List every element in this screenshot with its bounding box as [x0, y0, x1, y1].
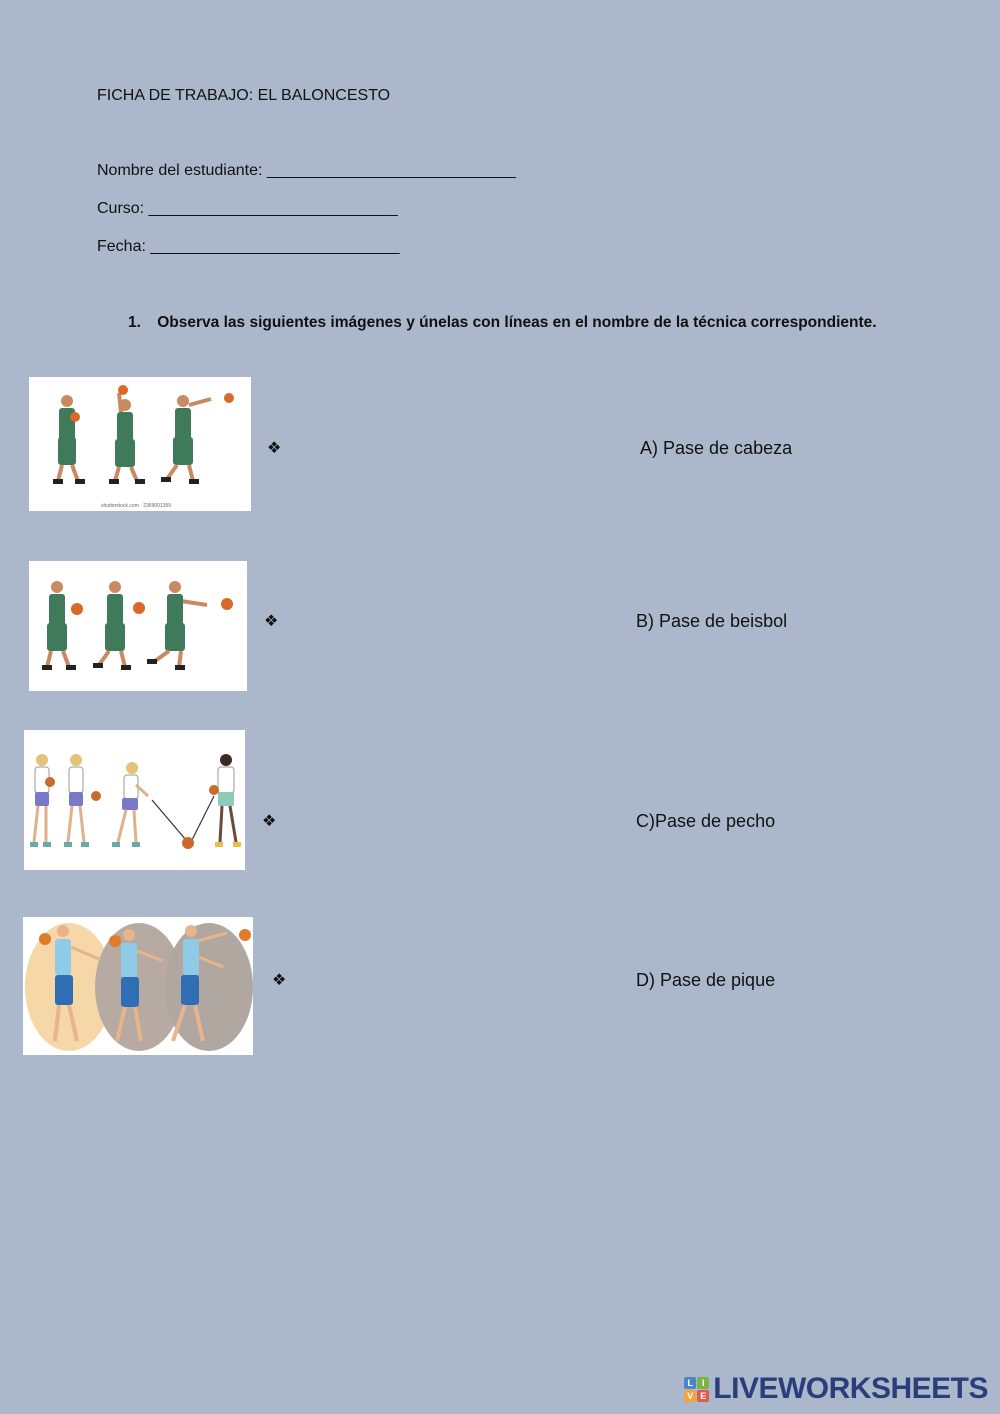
course-field[interactable]: Curso: ____________________________ [97, 200, 398, 217]
player-figure [209, 754, 241, 847]
match-point-4[interactable]: ❖ [272, 972, 287, 989]
logo-mark-icon: L I V E [684, 1377, 709, 1402]
option-a[interactable]: A) Pase de cabeza [640, 438, 793, 458]
option-b[interactable]: B) Pase de beisbol [636, 611, 788, 631]
logo-text: LIVEWORKSHEETS [713, 1372, 988, 1405]
question-text: Observa las siguientes imágenes y únelas con líneas en el nombre de la técnica correspondiente. [157, 314, 877, 331]
question-instruction [128, 314, 877, 332]
baseball-pass-illustration [23, 917, 253, 1055]
player-figure [161, 393, 234, 484]
match-point-3[interactable]: ❖ [262, 813, 277, 830]
player-figure [42, 581, 83, 670]
match-point-2[interactable]: ❖ [264, 613, 279, 630]
liveworksheets-logo [684, 1372, 988, 1406]
player-figure [64, 754, 101, 847]
question-number: 1. [128, 314, 141, 331]
player-figure [53, 395, 85, 484]
option-c[interactable]: C)Pase de pecho [636, 811, 776, 831]
player-figure [112, 762, 148, 847]
player-figure [147, 581, 233, 670]
match-point-1[interactable]: ❖ [267, 440, 282, 457]
player-figure [93, 581, 145, 670]
image-credit: shutterstock.com · 2369001359 [101, 503, 172, 509]
bounce-pass-illustration [24, 730, 245, 870]
student-name-field[interactable]: Nombre del estudiante: ____________________________ [97, 162, 517, 179]
chest-pass-illustration [29, 561, 247, 691]
option-d[interactable]: D) Pase de pique [636, 970, 776, 990]
overhead-pass-illustration [29, 377, 251, 511]
player-figure [109, 385, 145, 484]
player-figure [30, 754, 55, 847]
date-field[interactable]: Fecha: ____________________________ [97, 238, 400, 255]
worksheet-title: FICHA DE TRABAJO: EL BALONCESTO [97, 87, 391, 104]
